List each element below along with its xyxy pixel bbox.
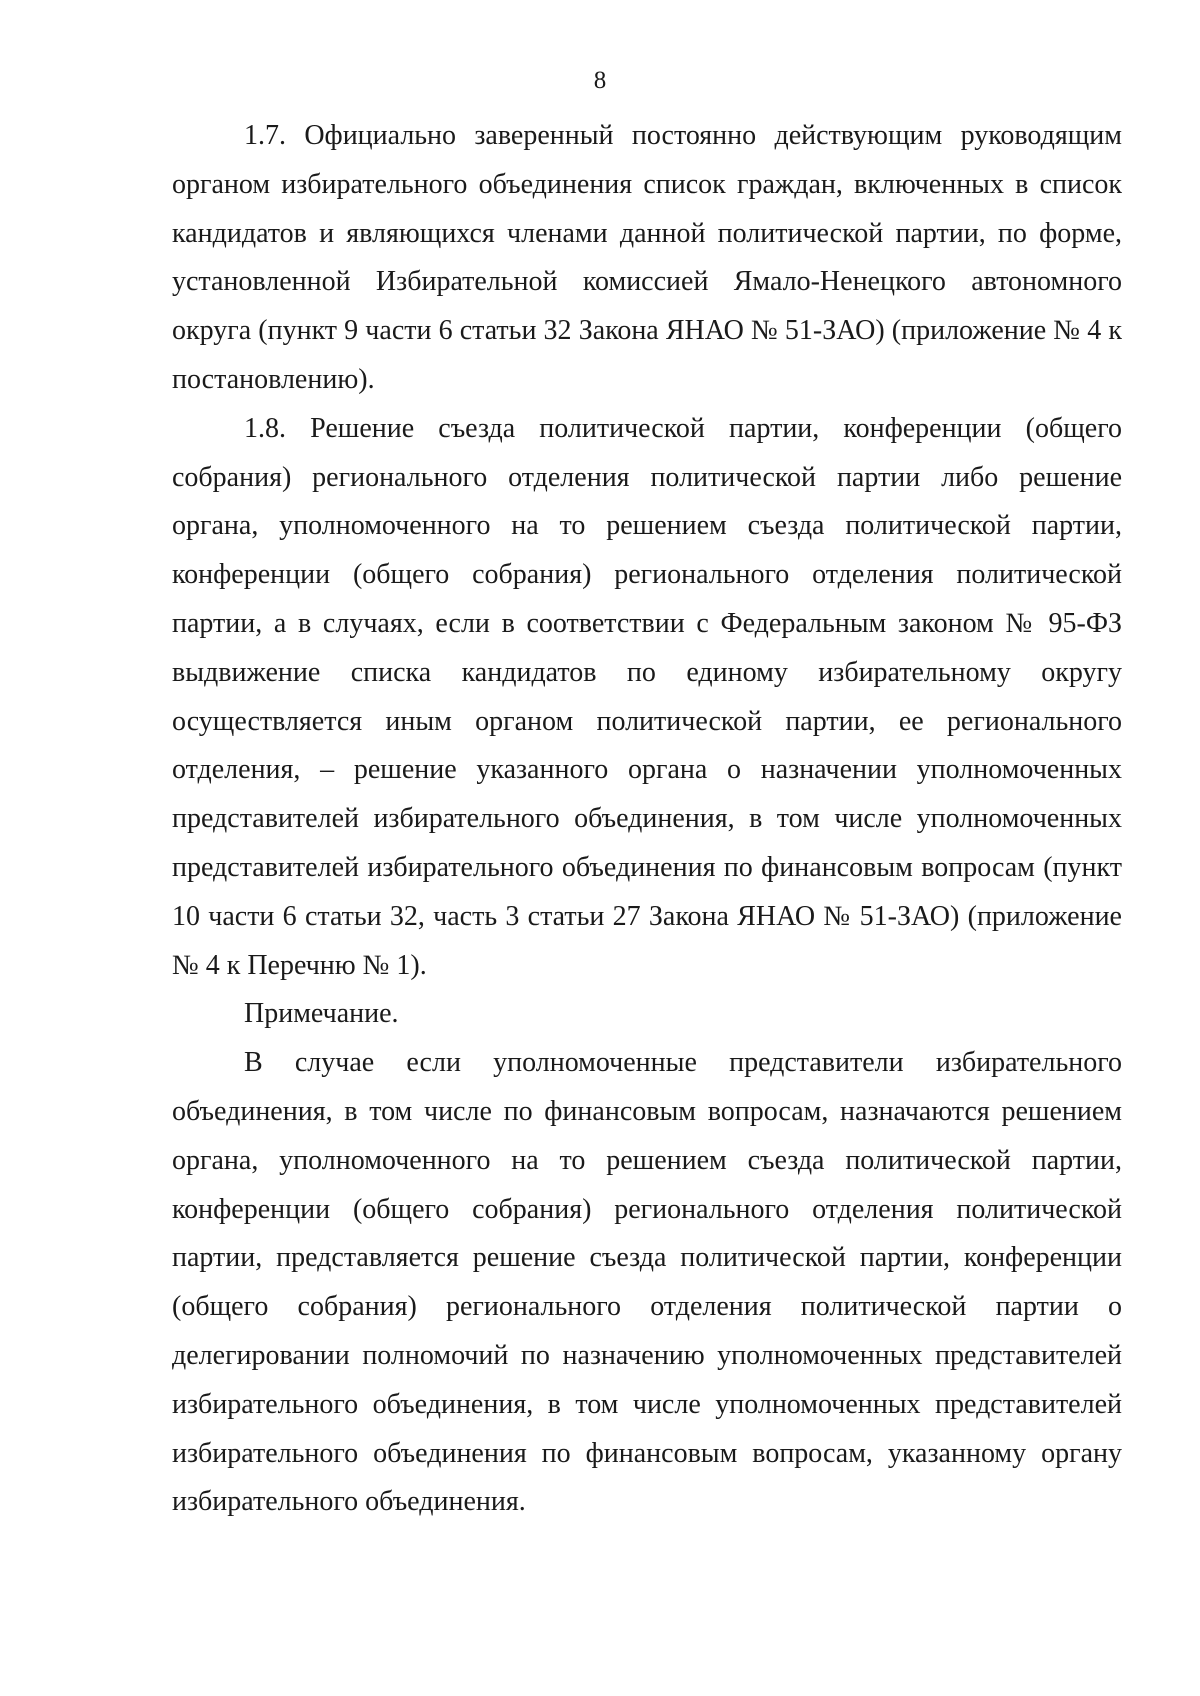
page-number: 8 <box>593 67 607 94</box>
paragraph-1-7: 1.7. Официально заверенный постоянно действующим руководящим органом избирательного объединения список граждан, включенных в список кандидатов и являющихся членами данной политической партии, по форме, установленной Избирательной комиссией Ямало-Ненецкого автономного округа (пункт 9 части 6 статьи 32 Закона ЯНАО № 51-ЗАО) (приложение № 4 к постановлению). <box>172 120 1122 395</box>
paragraph-1-8: 1.8. Решение съезда политической партии, конференции (общего собрания) регионального отделения политической партии либо решение органа, уполномоченного на то решением съезда политической партии, конференции (общего собрания) регионального отделения политической партии, а в случаях, если в соответствии с Федеральным законом № 95-ФЗ выдвижение списка кандидатов по единому избирательному округу осуществляется иным органом политической партии, ее регионального отделения, – решение указанного органа о назначении уполномоченных представителей избирательного объединения, в том числе уполномоченных представителей избирательного объединения по финансовым вопросам (пункт 10 части 6 статьи 32, часть 3 статьи 27 Закона ЯНАО № 51-ЗАО) (приложение № 4 к Перечню № 1). <box>172 412 1122 981</box>
document-body <box>172 112 1122 1527</box>
note-body: В случае если уполномоченные представители избирательного объединения, в том числе по финансовым вопросам, назначаются решением органа, уполномоченного на то решением съезда политической партии, конференции (общего собрания) регионального отделения политической партии, представляется решение съезда политической партии, конференции (общего собрания) регионального отделения политической партии о делегировании полномочий по назначению уполномоченных представителей избирательного объединения, в том числе уполномоченных представителей избирательного объединения по финансовым вопросам, указанному органу избирательного объединения. <box>172 1047 1122 1518</box>
note-heading: Примечание. <box>244 998 399 1030</box>
